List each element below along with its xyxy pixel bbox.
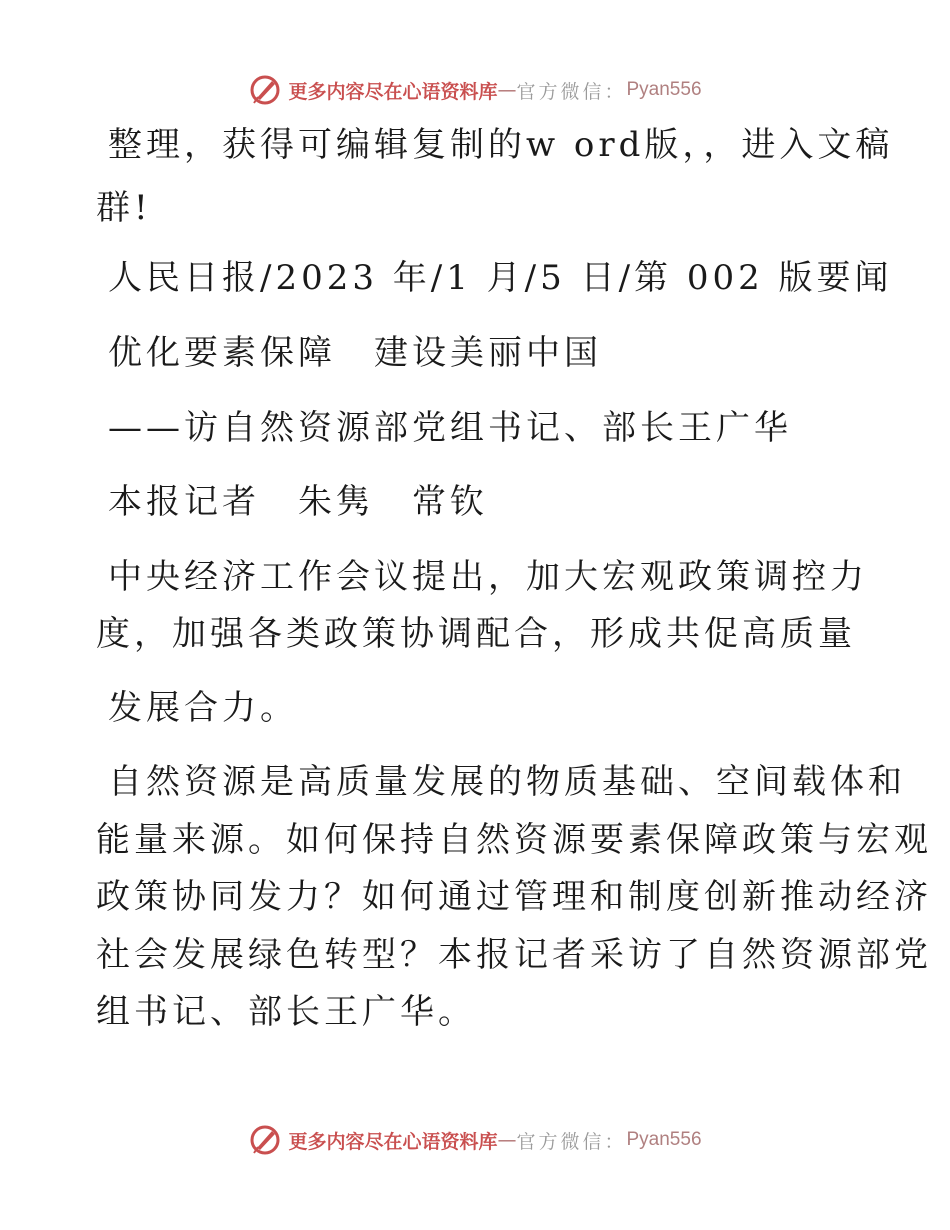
footer-watermark xyxy=(0,1120,950,1160)
watermark-text: 更多内容尽在心语资料库 xyxy=(288,80,498,103)
intro-line-2: 群! xyxy=(96,188,152,228)
para2-line-3: 政策协同发力？如何通过管理和制度创新推动经济 xyxy=(96,877,932,917)
header-watermark xyxy=(0,70,950,110)
para2-line-1: 自然资源是高质量发展的物质基础、空间载体和 xyxy=(108,762,906,802)
para2-line-5: 组书记、部长王广华。 xyxy=(96,992,476,1032)
quill-logo-icon xyxy=(248,73,282,107)
para1-line-1: 中央经济工作会议提出，加大宏观政策调控力 xyxy=(108,557,868,597)
para2-line-2: 能量来源。如何保持自然资源要素保障政策与宏观 xyxy=(96,820,932,860)
watermark-wechat-label: 官方微信： xyxy=(516,1130,627,1153)
para1-line-3: 发展合力。 xyxy=(108,688,298,728)
watermark-text: 更多内容尽在心语资料库 xyxy=(288,1130,498,1153)
article-byline: 本报记者 朱隽 常钦 xyxy=(108,482,488,522)
watermark-wechat-id: Pyan556 xyxy=(626,79,702,100)
article-subhead: ——访自然资源部党组书记、部长王广华 xyxy=(108,408,792,448)
article-headline: 优化要素保障 建设美丽中国 xyxy=(108,333,602,373)
watermark-dash: — xyxy=(497,1129,517,1151)
para1-line-2: 度，加强各类政策协调配合，形成共促高质量 xyxy=(96,614,856,654)
article-source: 人民日报/2023 年/1 月/5 日/第 002 版要闻 xyxy=(108,258,893,298)
quill-logo-icon xyxy=(248,1123,282,1157)
watermark-dash: — xyxy=(497,79,517,101)
watermark-wechat-id: Pyan556 xyxy=(626,1129,702,1150)
watermark-wechat-label: 官方微信： xyxy=(516,80,627,103)
para2-line-4: 社会发展绿色转型？本报记者采访了自然资源部党 xyxy=(96,935,932,975)
intro-line-1: 整理，获得可编辑复制的w ord版，，进入文稿 xyxy=(108,125,894,165)
